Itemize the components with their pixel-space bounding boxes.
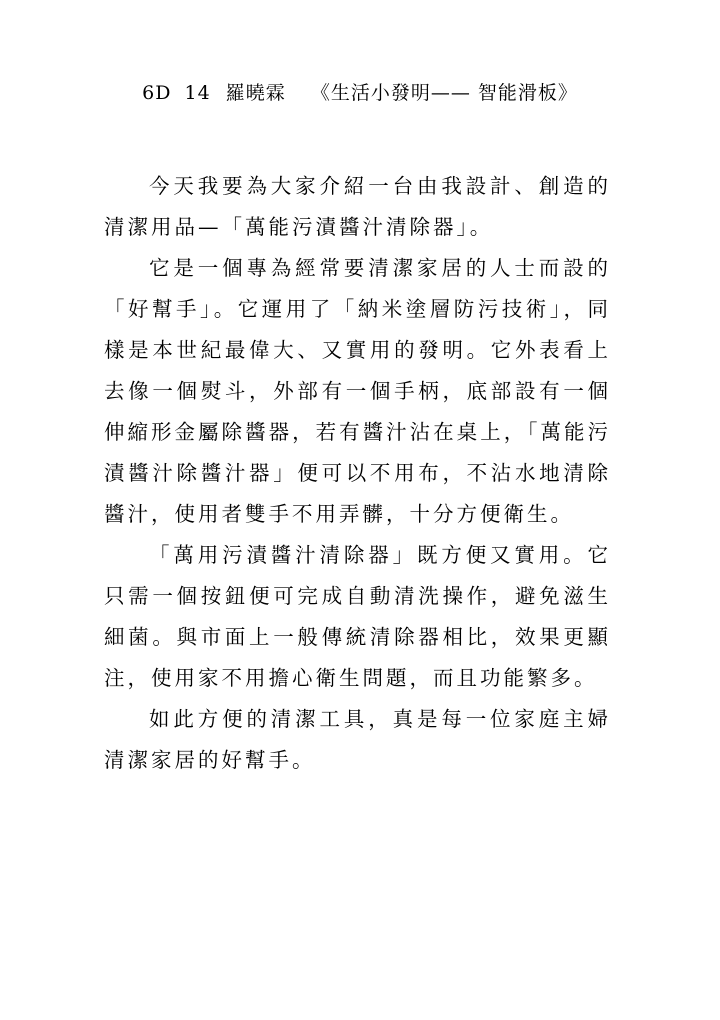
document-title [100, 78, 620, 105]
paragraph-4: 如此方便的清潔工具，真是每一位家庭主婦清潔家居的好幫手。 [104, 707, 611, 772]
paragraph-3: 「萬用污漬醬汁清除器」既方便又實用。它只需一個按鈕便可完成自動清洗操作，避免滋生細菌。與市面上一般傳統清除器相比，效果更顯注，使用家不用擔心衛生問題，而且功能繁多。 [104, 543, 611, 690]
paragraph-2: 它是一個專為經常要清潔家居的人士而設的「好幫手」。它運用了「納米塗層防污技術」，同樣是本世紀最偉大、又實用的發明。它外表看上去像一個熨斗，外部有一個手柄，底部設有一個伸縮形金屬除醬器，若有醬汁沾在桌上，「萬能污漬醬汁除醬汁器」便可以不用布，不沾水地清除醬汁，使用者雙手不用弄髒，十分方便衛生。 [104, 256, 611, 526]
work-title: 《生活小發明—— 智能滑板》 [310, 82, 578, 104]
essay-body [104, 166, 611, 781]
student-name: 羅曉霖 [225, 82, 286, 104]
class-code: 6D [142, 82, 172, 104]
paragraph-1: 今天我要為大家介紹一台由我設計、創造的清潔用品—「萬能污漬醬汁清除器」。 [104, 174, 611, 239]
student-number: 14 [184, 82, 211, 104]
